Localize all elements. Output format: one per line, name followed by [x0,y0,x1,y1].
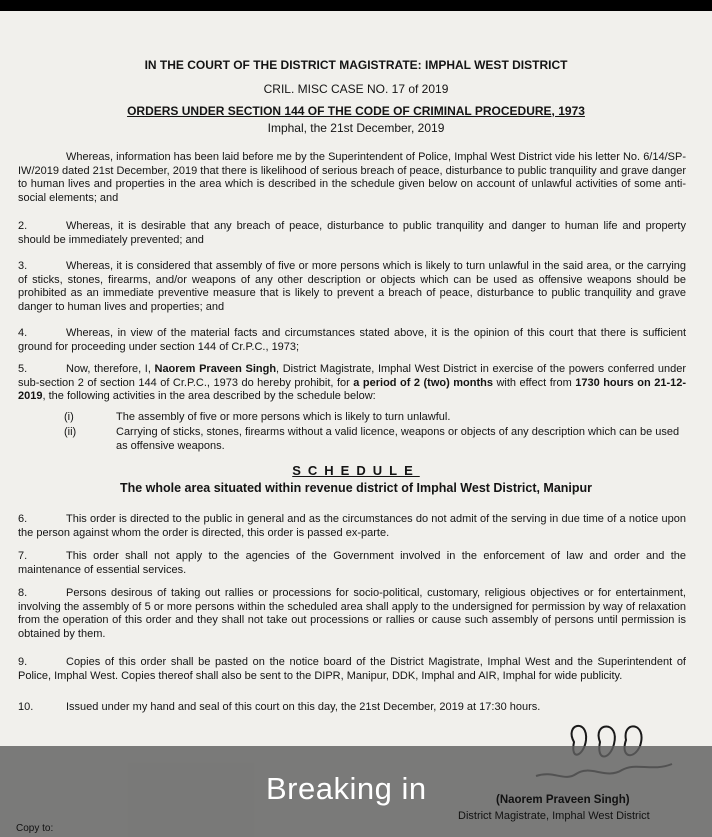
order-period: a period of 2 (two) months [353,376,493,389]
magistrate-name: Naorem Praveen Singh [154,363,277,375]
top-black-bar [0,0,712,11]
prohibition-item-i: (i) The assembly of five or more persons which is likely to turn unlawful. [64,411,451,423]
copy-to-label: Copy to: [16,823,54,834]
orders-heading: ORDERS UNDER SECTION 144 OF THE CODE OF CRIMINAL PROCEDURE, 1973 [127,104,585,118]
signatory-designation: District Magistrate, Imphal West District [458,810,650,822]
court-heading: IN THE COURT OF THE DISTRICT MAGISTRATE: IMPHAL WEST DISTRICT [144,58,568,72]
place-date: Imphal, the 21st December, 2019 [267,121,445,135]
paragraph-9: 9. Copies of this order shall be pasted on the notice board of the District Magistrate, Imphal West and the Superintendent of Police, Imphal West. Copies thereof shall also be sent to the DIPR, Manipur, DDK, Imphal and AIR, Imphal for wide publicity. [18,656,686,682]
schedule-heading: SCHEDULE [292,463,420,478]
paragraph-1: Whereas, information has been laid before me by the Superintendent of Police, Imphal West District vide his letter No. 6/14/SP-IW/2019 dated 21st December, 2019 that there is likelihood of serious breach of peace, disturbance to public tranquility and grave danger to human lives and properties in the area which is described in the schedule given below on account of unlawful activities of some anti-social elements; and [18,151,686,204]
schedule-area: The whole area situated within revenue district of Imphal West District, Manipur [119,481,593,495]
breaking-in-caption: Breaking in [266,771,427,806]
signatory-name: (Naorem Praveen Singh) [496,794,630,806]
paragraph-5: 5. Now, therefore, I, Naorem Praveen Singh, District Magistrate, Imphal West District in exercise of the powers conferred under sub-section 2 of section 144 of Cr.P.C., 1973 do hereby prohibit, for a period of 2 (two) months with effect from 1730 hours on 21-12-2019, the following activities in the area described by the schedule below: [18,363,687,403]
effective-time: 1730 hours on 21-12-2019 [18,376,687,403]
paragraph-10: 10. Issued under my hand and seal of this court on this day, the 21st December, 2019 at 17:30 hours. [18,701,541,713]
paragraph-7: 7. This order shall not apply to the agencies of the Government involved in the enforcement of law and order and the maintenance of essential services. [18,550,686,576]
case-number: CRIL. MISC CASE NO. 17 of 2019 [263,82,449,96]
paragraph-3: 3. Whereas, it is considered that assembly of five or more persons which is likely to turn unlawful in the said area, or the carrying of sticks, stones, firearms, and/or weapons of any other description or objects which can be used as offensive weapons should be prohibited as an immediate preventive measure that is likely to prevent a breach of peace, disturbance to public tranquility and grave danger to human lives and properties; and [18,260,686,313]
paragraph-4: 4. Whereas, in view of the material facts and circumstances stated above, it is the opinion of this court that there is sufficient ground for proceeding under section 144 of Cr.P.C., 1973; [18,327,686,353]
prohibition-item-ii: (ii) Carrying of sticks, stones, firearms without a valid licence, weapons or objects of any description which can be used as offensive weapons. [64,426,680,452]
paragraph-6: 6. This order is directed to the public in general and as the circumstances do not admit of the serving in due time of a notice upon the person against whom the order is directed, this order is passed ex-parte. [18,513,686,539]
paragraph-2: 2. Whereas, it is desirable that any breach of peace, disturbance to public tranquility and danger to human life and property should be immediately prevented; and [18,220,686,246]
paragraph-8: 8. Persons desirous of taking out rallies or processions for socio-political, customary, religious objectives or for entertainment, involving the assembly of 5 or more persons within the scheduled area shall apply to the undersigned for permission by way of relaxation from the operation of this order and they shall not take out processions or rallies or cause such assembly of persons until permission is obtained by them. [18,587,686,640]
